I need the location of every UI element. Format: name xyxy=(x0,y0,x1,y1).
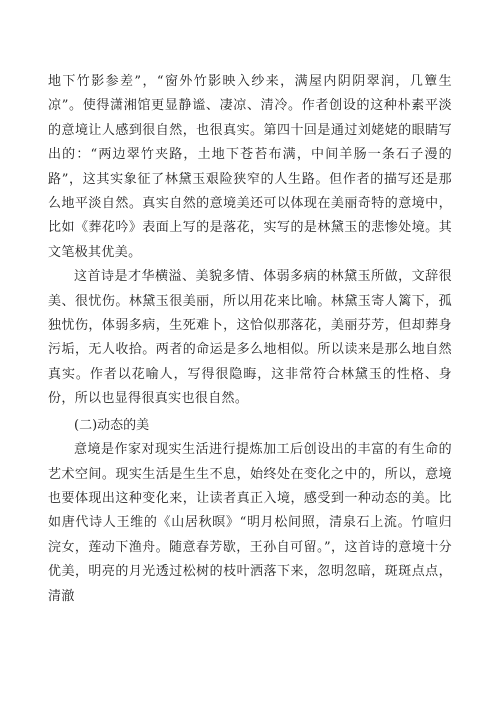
paragraph: 这首诗是才华横溢、美貌多情、体弱多病的林黛玉所做，文辞很美、很忧伤。林黛玉很美丽，所以用花来比喻。林黛玉寄人篱下，孤独忧伤，体弱多病，生死难卜，这恰似那落花，美丽芬芳，但却葬身污垢，无人收拾。两者的命运是多么地相似。所以读来是那么地自然真实。作者以花喻人，写得很隐晦，这非常符合林黛玉的性格、身份，所以也显得很真实也很自然。 xyxy=(48,269,452,407)
section-heading: (二)动态的美 xyxy=(74,417,150,433)
document-page xyxy=(48,70,452,609)
paragraph: 意境是作家对现实生活进行提炼加工后创设出的丰富的有生命的艺术空间。现实生活是生生不息，始终处在变化之中的，所以，意境也要体现出这种变化来，让读者真正入境，感受到一种动态的美。比如唐代诗人王维的《山居秋暝》“明月松间照，清泉石上流。竹喧归浣女，莲动下渔舟。随意春芳歇，王孙自可留。”，这首诗的意境十分优美，明亮的月光透过松树的枝叶洒落下来，忽明忽暗，斑斑点点，清澈 xyxy=(48,442,452,604)
paragraph-continued: 地下竹影参差”，“窗外竹影映入纱来，满屋内阴阴翠润，几簟生凉”。使得潇湘馆更显静谧、凄凉、清冷。作者创设的这种朴素平淡的意境让人感到很自然，也很真实。第四十回是通过刘姥姥的眼睛写出的：“两边翠竹夹路，土地下苍苔布满，中间羊肠一条石子漫的路”，这其实象征了林黛玉艰险狭窄的人生路。但作者的描写还是那么地平淡自然。真实自然的意境美还可以体现在美丽奇特的意境中，比如《葬花吟》表面上写的是落花，实写的是林黛玉的悲惨处境。其文笔极其优美。 xyxy=(48,74,452,260)
